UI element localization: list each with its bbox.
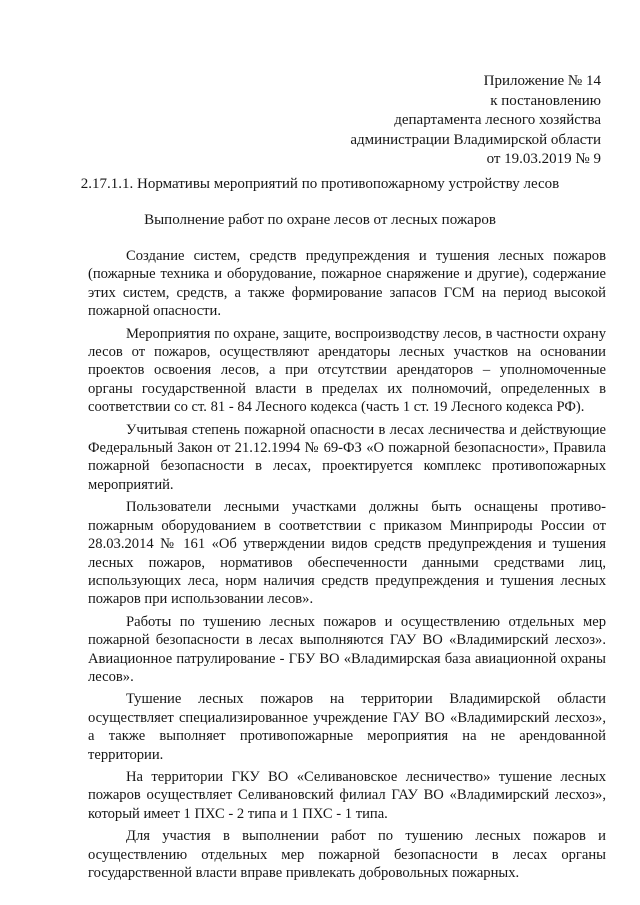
paragraph-5: Работы по тушению лесных пожаров и осуществлению отдельных мер пожарной безопасности в лесах выполняются ГАУ ВО «Владимирский лесхоз». Авиационное патрулирование - ГБУ ВО «Владимирская база авиационной охраны лесов».	[88, 613, 606, 685]
appendix-line-2: к постановлению	[490, 92, 601, 109]
appendix-line-1: Приложение № 14	[483, 73, 601, 89]
paragraph-7: На территории ГКУ ВО «Селивановское лесничество» тушение лесных пожаров осуществляет Селивановский филиал ГАУ ВО «Владимирский лесхоз», который имеет 1 ПХС - 2 типа и 1 ПХС - 1 типа.	[88, 768, 606, 822]
section-title: 2.17.1.1. Нормативы мероприятий по противопожарному устройству лесов	[80, 176, 560, 192]
appendix-header	[350, 72, 601, 170]
appendix-line-3: департамента лесного хозяйства	[394, 112, 601, 128]
paragraph-4: Пользователи лесными участками должны быть оснащены противопожарным оборудованием в соответствии с приказом Минприроды России от 28.03.2014 № 161 «Об утверждении видов средств предупреждения и тушения лесных пожаров, нормативов обеспеченности данными средствами лиц, использующих леса, норм наличия средств предупреждения и тушения лесных пожаров при использовании лесов».	[88, 499, 606, 608]
paragraph-6: Тушение лесных пожаров на территории Владимирской области осуществляет специализированное учреждение ГАУ ВО «Владимирский лесхоз», а также выполняет противопожарные мероприятия на не арендованной территории.	[88, 691, 606, 763]
appendix-line-4: администрации Владимирской области	[350, 131, 601, 148]
body-text	[88, 247, 606, 886]
subsection-title: Выполнение работ по охране лесов от лесных пожаров	[144, 212, 496, 228]
paragraph-2: Мероприятия по охране, защите, воспроизводству лесов, в частности охрану лесов от пожаров, осуществляют арендаторы лесных участков на основании проектов освоения лесов, а при отсутствии арендаторов – уполномоченные органы государственной власти в пределах их полномочий, определенных в соответствии со ст. 81 - 84 Лесного кодекса (часть 1 ст. 19 Лесного кодекса РФ).	[88, 325, 606, 416]
paragraph-8: Для участия в выполнении работ по тушению лесных пожаров и осуществлению отдельных мер пожарной безопасности в лесах органы государственной власти вправе привлекать добровольных пожарных.	[88, 828, 606, 881]
paragraph-1: Создание систем, средств предупреждения и тушения лесных пожаров (пожарные техника и оборудование, пожарное снаряжение и другие), содержание этих систем, средств, а также формирование запасов ГСМ на период высокой пожарной опасности.	[88, 248, 606, 320]
appendix-line-5: от 19.03.2019 № 9	[486, 151, 601, 167]
paragraph-3: Учитывая степень пожарной опасности в лесах лесничества и действующие Федеральный Закон от 21.12.1994 № 69-ФЗ «О пожарной безопасности», Правила пожарной безопасности в лесах, проектируется комплекс противопожарных мероприятий.	[88, 421, 606, 493]
